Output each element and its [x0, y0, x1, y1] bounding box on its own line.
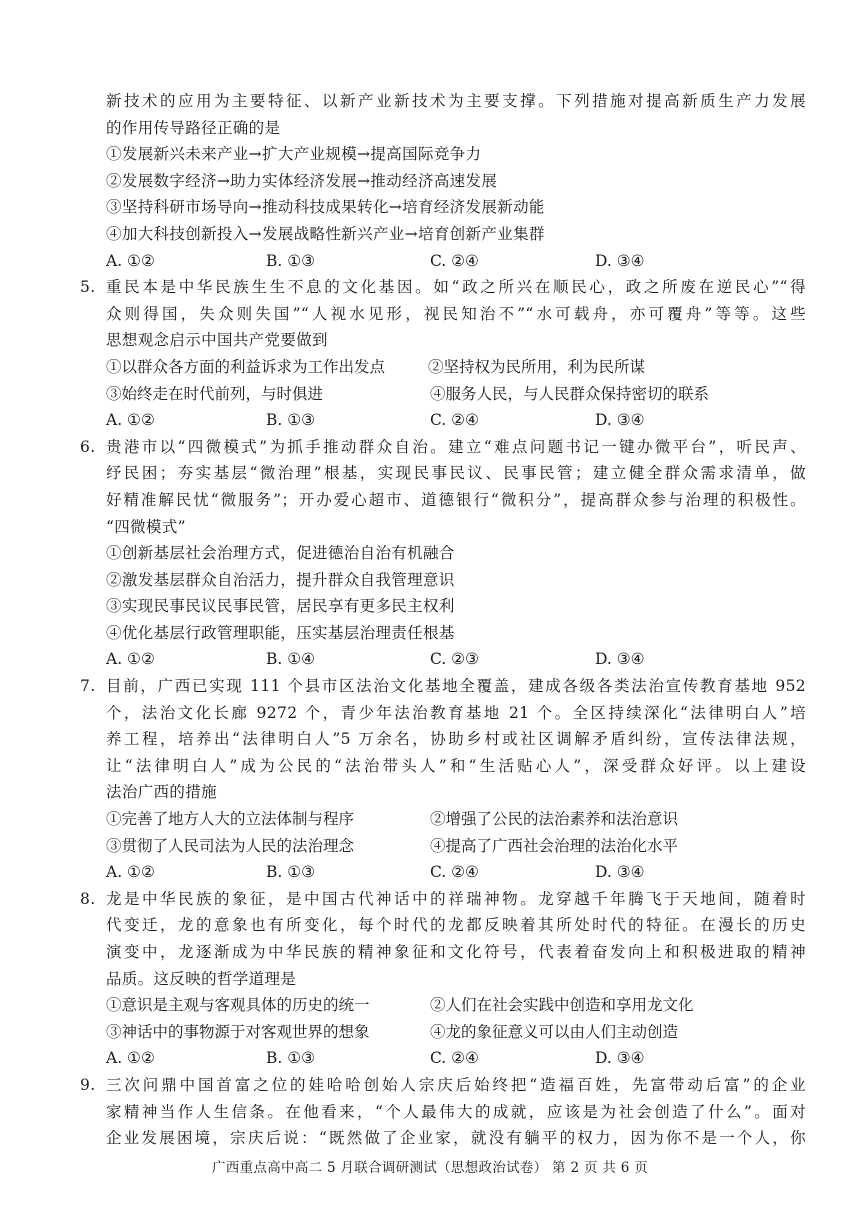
answer-options — [106, 248, 806, 275]
statement: ③贯彻了人民司法为人民的法治理念 — [106, 836, 355, 855]
statement: ②发展数字经济→助力实体经济发展→推动经济高速发展 — [106, 171, 498, 190]
option-c[interactable]: C. ②④ — [430, 863, 479, 882]
question-stem-line: 的作用传导路径正确的是 — [106, 118, 281, 137]
option-c[interactable]: C. ②③ — [430, 650, 479, 669]
statement: ②激发基层群众自治活力，提升群众自我管理意识 — [106, 570, 455, 589]
statement: ③神话中的事物源于对客观世界的想象 — [106, 1022, 370, 1041]
question-number: 8. — [80, 889, 96, 908]
question-5 — [0, 274, 860, 434]
question-stem-line — [80, 274, 806, 301]
option-a[interactable]: A. ①② — [106, 650, 155, 669]
option-b[interactable]: B. ①④ — [266, 650, 316, 669]
statement: ①以群众各方面的利益诉求为工作出发点 — [106, 357, 386, 376]
question-stem-line: 演变中，龙逐渐成为中华民族的精神象征和文化符号，代表着奋发向上和积极进取的精神 — [106, 943, 806, 961]
answer-options — [106, 646, 806, 673]
statement: ①发展新兴未来产业→扩大产业规模→提高国际竞争力 — [106, 145, 482, 164]
statement-row — [106, 381, 806, 408]
question-stem-line: 让“法律明白人”成为公民的“法治带头人”和“生活贴心人”，深受群众好评。以上建设 — [106, 756, 806, 775]
option-a[interactable]: A. ①② — [106, 251, 155, 270]
stem-text: 龙是中华民族的象征，是中国古代神话中的祥瑞神物。龙穿越千年腾飞于天地间，随着时 — [106, 889, 806, 908]
statement-row — [106, 1019, 806, 1046]
question-stem-line: 法治广西的措施 — [106, 783, 217, 802]
statement: ④提高了广西社会治理的法治化水平 — [430, 836, 679, 855]
statement: ②坚持权为民所用，利为民所谋 — [428, 357, 646, 376]
question-stem-line: 品质。这反映的哲学道理是 — [106, 969, 297, 988]
statement: ③始终走在时代前列，与时俱进 — [106, 384, 324, 403]
question-9 — [0, 1072, 860, 1152]
statement-row — [106, 992, 806, 1019]
page-footer: 广西重点高中高二 5 月联合调研测试（思想政治试卷） 第 2 页 共 6 页 — [212, 1160, 648, 1176]
option-a[interactable]: A. ①② — [106, 411, 155, 430]
stem-text: 贵港市以“四微模式”为抓手推动群众自治。建立“难点问题书记一键办微平台”，听民声、 — [106, 437, 806, 456]
statement: ④优化基层行政管理职能，压实基层治理责任根基 — [106, 623, 455, 642]
stem-text: 重民本是中华民族生生不息的文化基因。如“政之所兴在顺民心，政之所废在逆民心”“得 — [106, 278, 806, 297]
question-stem-line: 代变迁，龙的意象也有所变化，每个时代的龙都反映着其所处时代的特征。在漫长的历史 — [106, 916, 806, 935]
question-number: 7. — [80, 677, 96, 696]
question-stem-line: 个，法治文化长廊 9272 个，青少年法治教育基地 21 个。全区持续深化“法律明白人”培 — [106, 703, 806, 722]
question-number: 6. — [80, 437, 96, 456]
page-content — [0, 88, 860, 1152]
option-a[interactable]: A. ①② — [106, 1049, 155, 1068]
statement: ④服务人民，与人民群众保持密切的联系 — [430, 384, 710, 403]
question-stem-line: 思想观念启示中国共产党要做到 — [106, 331, 328, 350]
question-number: 9. — [80, 1075, 96, 1094]
option-b[interactable]: B. ①③ — [266, 863, 316, 882]
statement-row — [106, 833, 806, 860]
question-stem-line — [80, 673, 806, 700]
statement: ①完善了地方人大的立法体制与程序 — [106, 810, 355, 829]
stem-text: 三次问鼎中国首富之位的娃哈哈创始人宗庆后始终把“造福百姓，先富带动后富”的企业 — [106, 1075, 806, 1094]
answer-options — [106, 1045, 806, 1072]
statement: ②人们在社会实践中创造和享用龙文化 — [430, 996, 694, 1015]
question-stem-line: 好精准解民忧“微服务”；开办爱心超市、道德银行“微积分”，提高群众参与治理的积极性。 — [106, 490, 806, 509]
option-d[interactable]: D. ③④ — [595, 251, 645, 270]
option-c[interactable]: C. ②④ — [430, 251, 479, 270]
question-stem-line — [80, 1072, 806, 1099]
question-4 — [0, 88, 860, 274]
question-stem-line: 家精神当作人生信条。在他看来，“个人最伟大的成就，应该是为社会创造了什么”。面对 — [106, 1102, 806, 1121]
statement: ④加大科技创新投入→发展战略性新兴产业→培育创新产业集群 — [106, 224, 545, 243]
question-stem-line: “四微模式” — [106, 517, 186, 536]
statement-row — [106, 806, 806, 833]
option-b[interactable]: B. ①③ — [266, 411, 316, 430]
statement: ③坚持科研市场导向→推动科技成果转化→培育经济发展新动能 — [106, 198, 545, 217]
option-d[interactable]: D. ③④ — [595, 863, 645, 882]
option-d[interactable]: D. ③④ — [595, 650, 645, 669]
option-b[interactable]: B. ①③ — [266, 251, 316, 270]
option-d[interactable]: D. ③④ — [595, 411, 645, 430]
question-8 — [0, 886, 860, 1072]
question-stem-line: 纾民困；夯实基层“微治理”根基，实现民事民议、民事民管；建立健全群众需求清单，做 — [106, 464, 806, 483]
option-a[interactable]: A. ①② — [106, 863, 155, 882]
option-c[interactable]: C. ②④ — [430, 411, 479, 430]
statement: ①创新基层社会治理方式，促进德治自治有机融合 — [106, 544, 455, 563]
answer-options — [106, 407, 806, 434]
statement-row — [106, 354, 806, 381]
statement: ①意识是主观与客观具体的历史的统一 — [106, 996, 370, 1015]
option-c[interactable]: C. ②④ — [430, 1049, 479, 1068]
question-stem-line: 新技术的应用为主要特征、以新产业新技术为主要支撑。下列措施对提高新质生产力发展 — [106, 92, 806, 110]
question-stem-line: 养工程，培养出“法律明白人”5 万余名，协助乡村或社区调解矛盾纠纷，宣传法律法规， — [106, 730, 806, 749]
question-stem-line: 众则得国，失众则失国”“人视水见形，视民知治不”“水可载舟，亦可覆舟”等等。这些 — [106, 304, 806, 323]
question-6 — [0, 434, 860, 673]
option-d[interactable]: D. ③④ — [595, 1049, 645, 1068]
option-b[interactable]: B. ①③ — [266, 1049, 316, 1068]
statement: ④龙的象征意义可以由人们主动创造 — [430, 1022, 679, 1041]
question-stem-line: 企业发展困境，宗庆后说：“既然做了企业家，就没有躺平的权力，因为你不是一个人，你 — [106, 1129, 806, 1148]
question-stem-line — [80, 434, 806, 461]
question-number: 5. — [80, 278, 96, 297]
answer-options — [106, 859, 806, 886]
question-7 — [0, 673, 860, 886]
statement: ②增强了公民的法治素养和法治意识 — [430, 810, 679, 829]
statement: ③实现民事民议民事民管，居民享有更多民主权利 — [106, 597, 455, 616]
stem-text: 目前，广西已实现 111 个县市区法治文化基地全覆盖，建成各级各类法治宣传教育基地 952 — [106, 677, 806, 696]
question-stem-line — [80, 886, 806, 913]
